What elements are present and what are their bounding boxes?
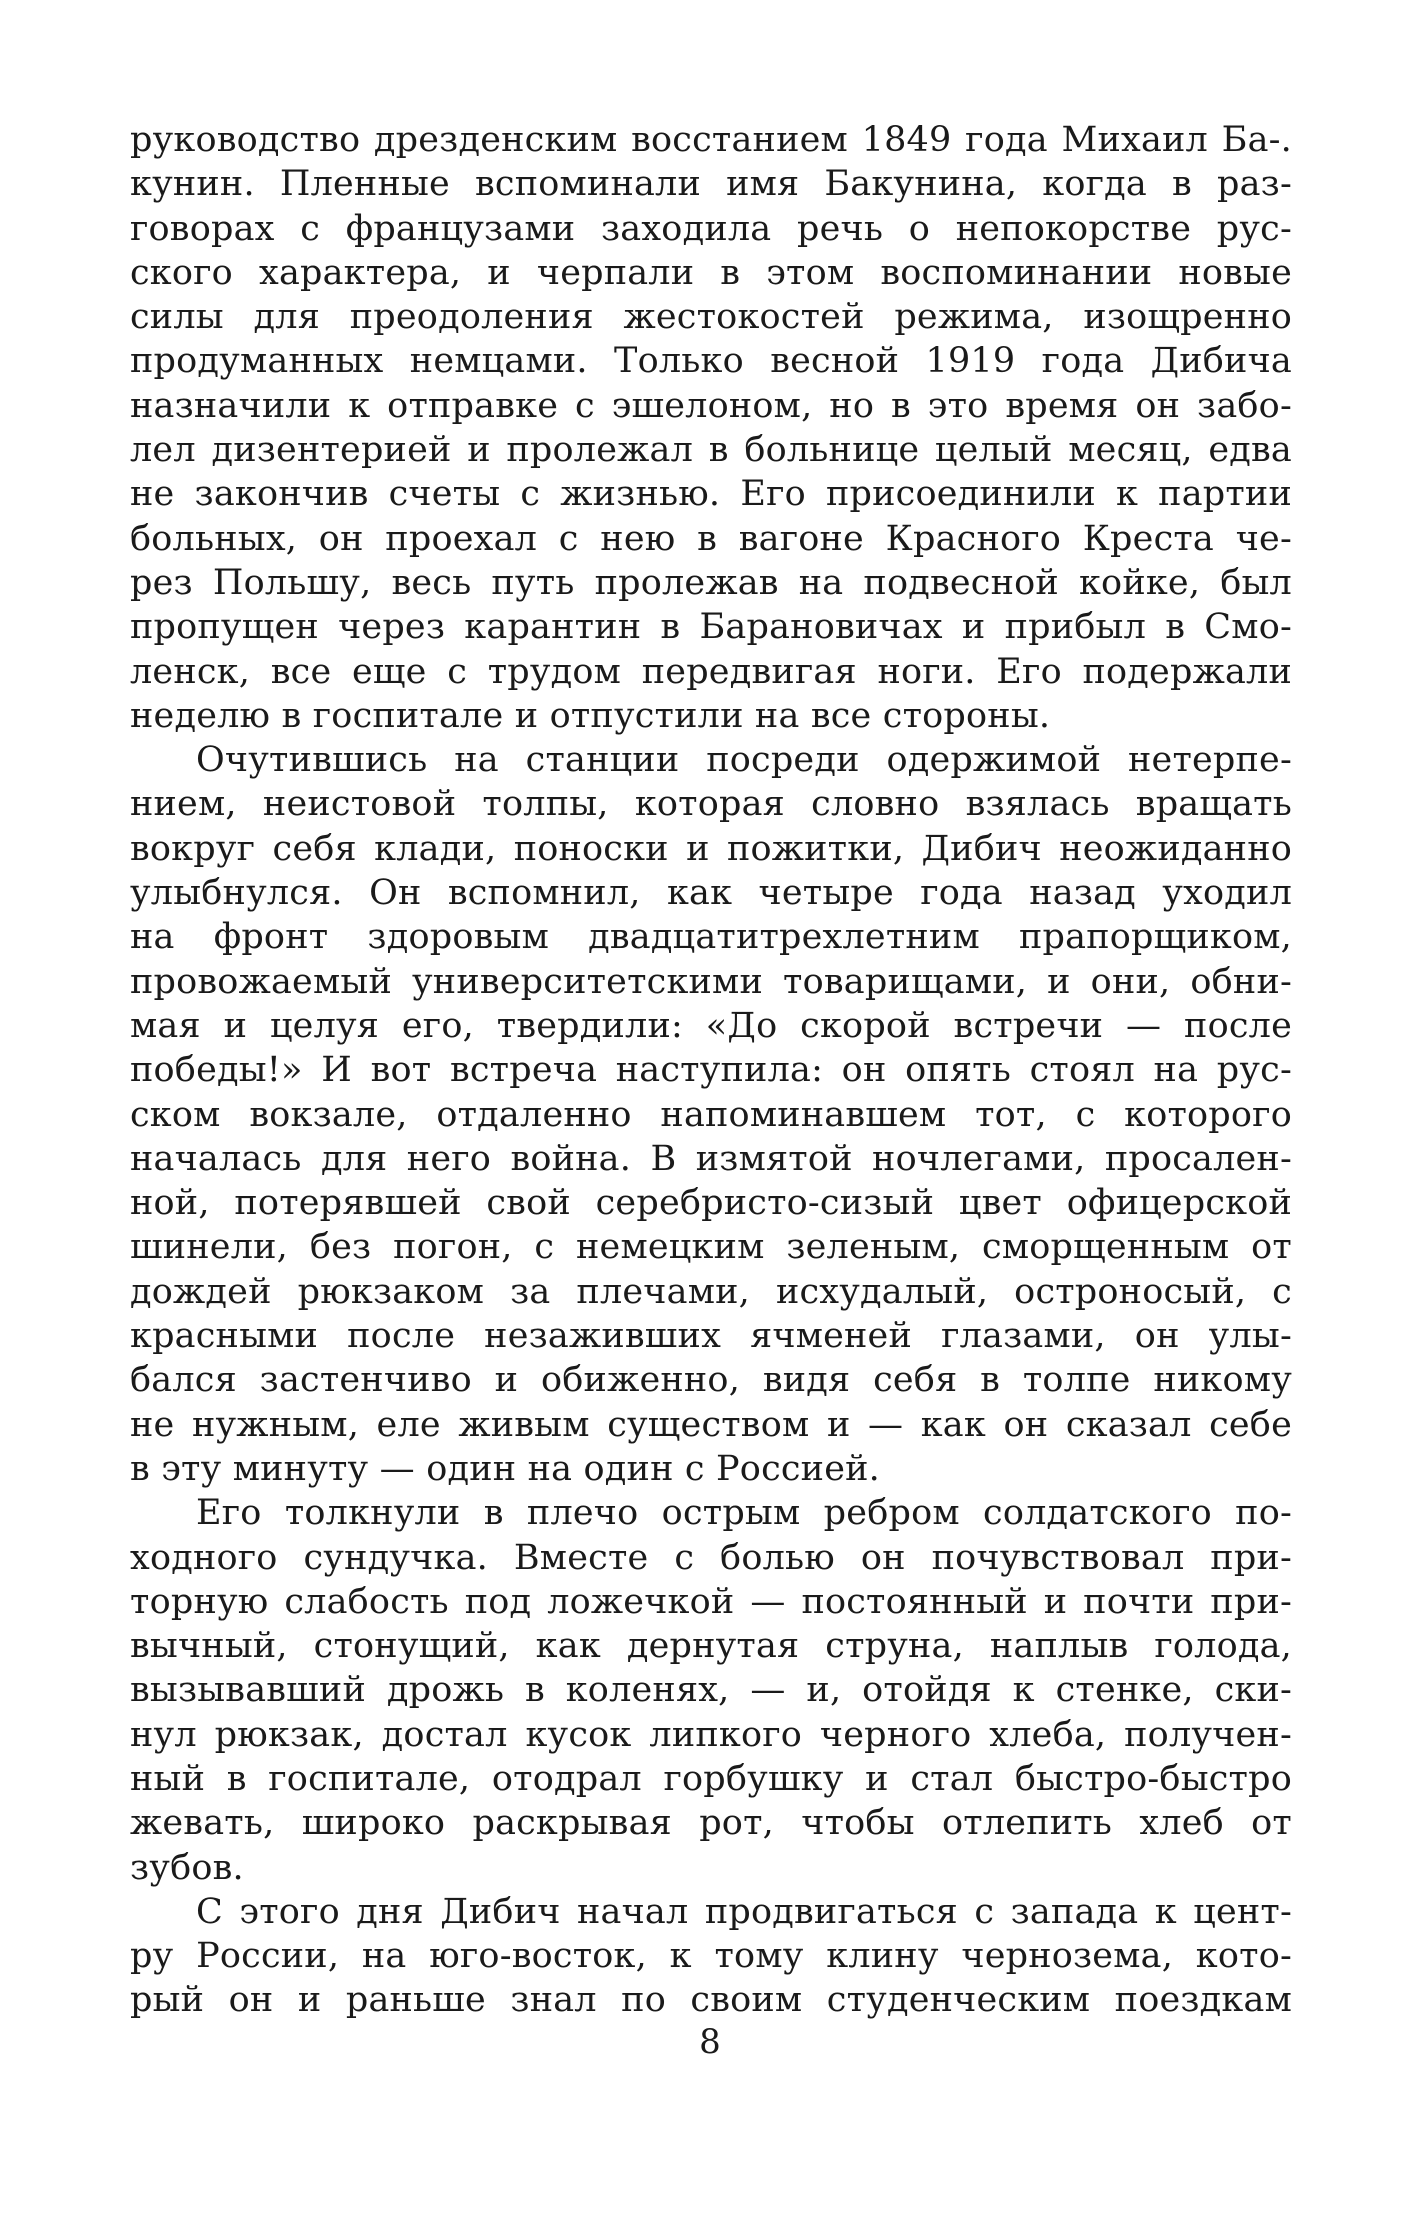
text-line: дождей рюкзаком за плечами, исхудалый, остроносый, с <box>130 1271 1292 1312</box>
text-line: ходного сундучка. Вместе с болью он почувствовал при- <box>130 1537 1292 1578</box>
text-line: силы для преодоления жестокостей режима, изощренно <box>130 297 1292 338</box>
text-line: на фронт здоровым двадцатитрехлетним прапорщиком, <box>130 917 1292 958</box>
text-line: мая и целуя его, твердили: «До скорой встречи — после <box>130 1005 1292 1046</box>
text-line: назначили к отправке с эшелоном, но в это время он забо- <box>130 385 1292 426</box>
text-line: зубов. <box>130 1847 244 1888</box>
text-line: ском вокзале, отдаленно напоминавшем тот, с которого <box>130 1094 1292 1135</box>
text-line: нием, неистовой толпы, которая словно взялась вращать <box>130 784 1292 825</box>
paragraph-start-line: Очутившись на станции посреди одержимой нетерпе- <box>196 740 1292 781</box>
paragraph-start-line: Его толкнули в плечо острым ребром солдатского по- <box>196 1493 1292 1534</box>
paragraph-start-line: С этого дня Дибич начал продвигаться с запада к цент- <box>196 1891 1292 1932</box>
text-line: вызывавший дрожь в коленях, — и, отойдя к стенке, ски- <box>130 1670 1292 1711</box>
text-line: не нужным, еле живым существом и — как он сказал себе <box>130 1404 1292 1445</box>
text-line: ной, потерявшей свой серебристо-сизый цвет офицерской <box>130 1183 1292 1224</box>
text-line: говорах с французами заходила речь о непокорстве рус- <box>130 208 1292 249</box>
text-line: торную слабость под ложечкой — постоянный и почти при- <box>130 1581 1292 1622</box>
text-line: бался застенчиво и обиженно, видя себя в толпе никому <box>130 1360 1292 1401</box>
text-line: продуманных немцами. Только весной 1919 года Дибича <box>130 341 1292 382</box>
text-line: рез Польшу, весь путь пролежав на подвесной койке, был <box>130 562 1292 603</box>
text-line: ный в госпитале, отодрал горбушку и стал быстро-быстро <box>130 1758 1292 1799</box>
text-line: шинели, без погон, с немецким зеленым, сморщенным от <box>130 1227 1292 1268</box>
text-line: ского характера, и черпали в этом воспоминании новые <box>130 252 1292 293</box>
text-line: руководство дрезденским восстанием 1849 года Михаил Ба-. <box>130 120 1292 160</box>
text-line: красными после незаживших ячменей глазами, он улы- <box>130 1316 1292 1357</box>
page-text <box>130 118 1292 2023</box>
page-number: 8 <box>699 2022 721 2062</box>
text-line: кунин. Пленные вспоминали имя Бакунина, когда в раз- <box>130 164 1292 205</box>
text-line: больных, он проехал с нею в вагоне Красного Креста че- <box>130 518 1292 559</box>
text-line: ленск, все еще с трудом передвигая ноги. Его подержали <box>130 651 1292 692</box>
text-line: нул рюкзак, достал кусок липкого черного хлеба, получен- <box>130 1714 1292 1755</box>
text-line: рый он и раньше знал по своим студенческим поездкам <box>130 1980 1292 2021</box>
text-line: вычный, стонущий, как дернутая струна, наплыв голода, <box>130 1626 1292 1667</box>
text-line: не закончив счеты с жизнью. Его присоединили к партии <box>130 474 1292 515</box>
text-line: лел дизентерией и пролежал в больнице целый месяц, едва <box>130 430 1292 471</box>
text-line: улыбнулся. Он вспомнил, как четыре года назад уходил <box>130 873 1292 914</box>
text-line: провожаемый университетскими товарищами, и они, обни- <box>130 961 1292 1002</box>
text-line: победы!» И вот встреча наступила: он опять стоял на рус- <box>130 1050 1292 1091</box>
text-line: в эту минуту — один на один с Россией. <box>130 1448 880 1489</box>
text-line: вокруг себя клади, поноски и пожитки, Дибич неожиданно <box>130 828 1292 869</box>
text-line: жевать, широко раскрывая рот, чтобы отлепить хлеб от <box>130 1803 1292 1844</box>
text-line: пропущен через карантин в Барановичах и прибыл в Смо- <box>130 607 1292 648</box>
text-line: началась для него война. В измятой ночлегами, просален- <box>130 1138 1292 1179</box>
text-line: неделю в госпитале и отпустили на все стороны. <box>130 695 1051 736</box>
text-line: ру России, на юго-восток, к тому клину чернозема, кото- <box>130 1936 1292 1977</box>
